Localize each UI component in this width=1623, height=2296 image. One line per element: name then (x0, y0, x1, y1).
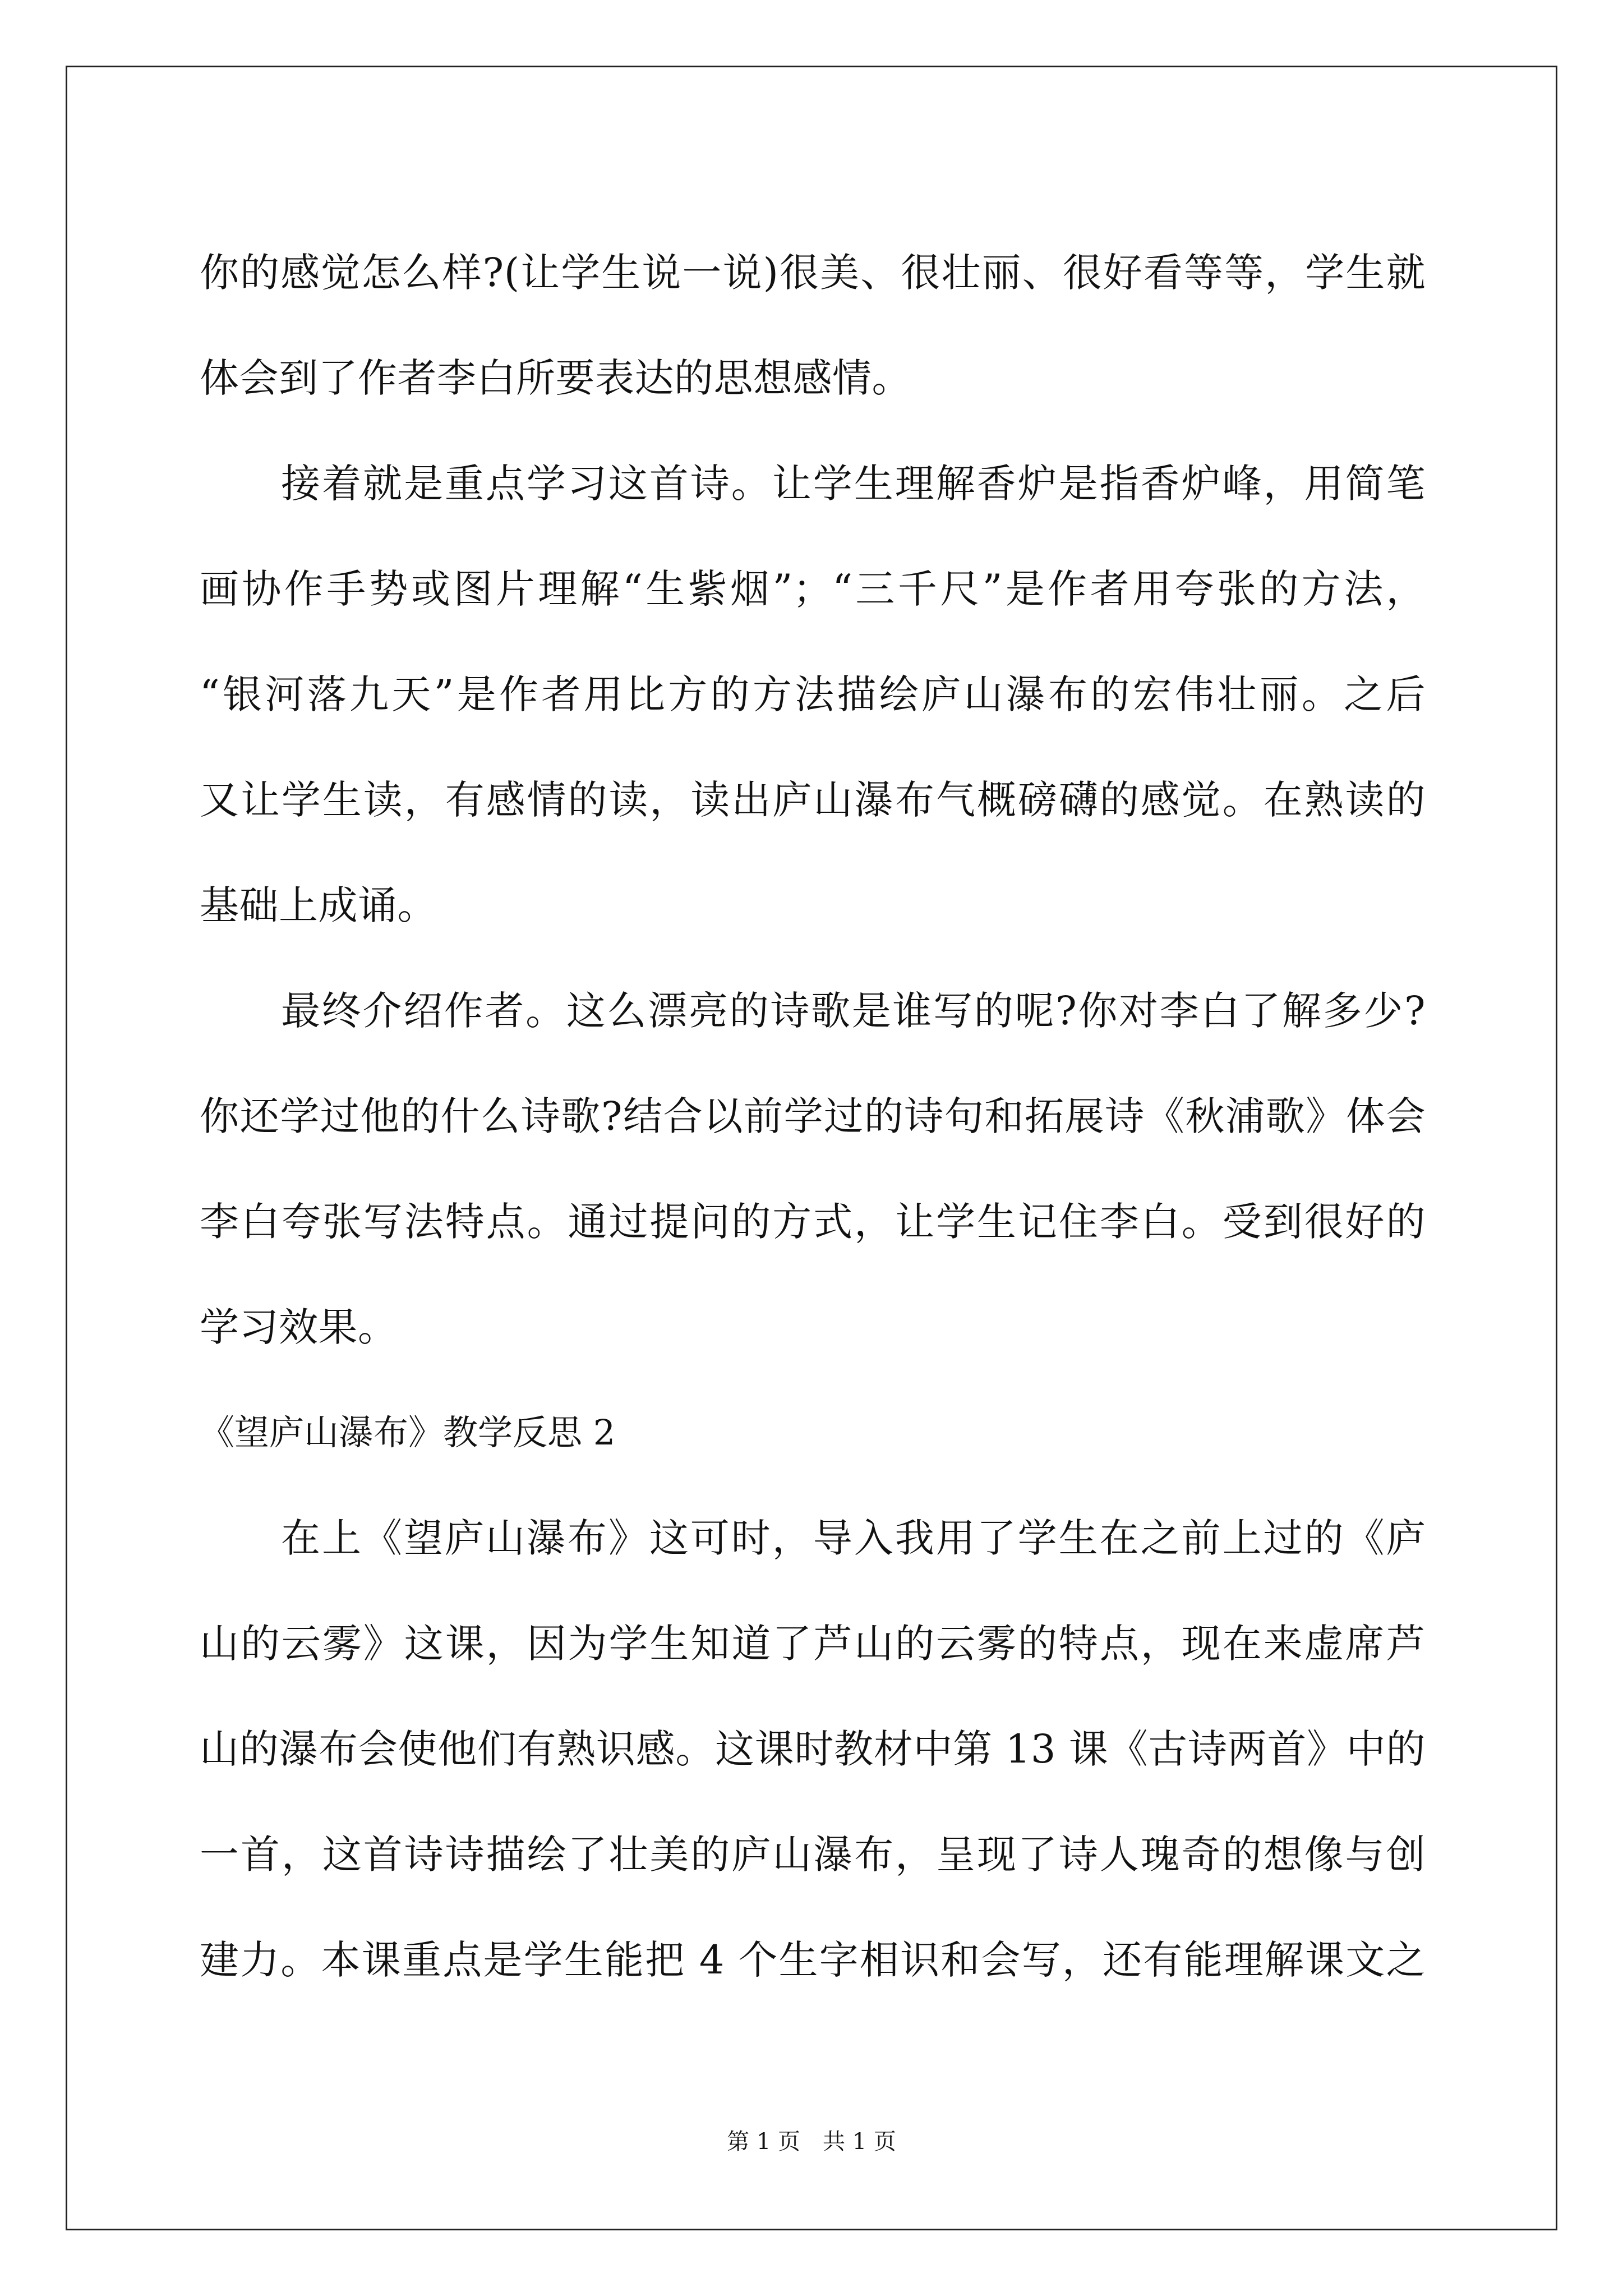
text-line: 学习效果。 (200, 1304, 398, 1350)
paragraph-first-line: 最终介绍作者。这么漂亮的诗歌是谁写的呢?你对李白了解多少? (281, 988, 1426, 1034)
text-line: 建力。本课重点是学生能把 4 个生字相识和会写，还有能理解课文之 (200, 1937, 1426, 1983)
text-line: 李白夸张写法特点。通过提问的方式，让学生记住李白。受到很好的 (200, 1199, 1426, 1245)
text-line: 你还学过他的什么诗歌?结合以前学过的诗句和拓展诗《秋浦歌》体会 (200, 1093, 1426, 1139)
text-line: 基础上成诵。 (200, 882, 437, 928)
paragraph-first-line: 接着就是重点学习这首诗。让学生理解香炉是指香炉峰，用简笔 (281, 461, 1426, 507)
text-line: 山的云雾》这课，因为学生知道了芦山的云雾的特点，现在来虚席芦 (200, 1621, 1426, 1667)
section-heading: 《望庐山瀑布》教学反思 2 (200, 1412, 616, 1453)
paragraph-first-line: 在上《望庐山瀑布》这可时，导入我用了学生在之前上过的《庐 (281, 1515, 1426, 1561)
text-line: 又让学生读，有感情的读，读出庐山瀑布气概磅礴的感觉。在熟读的 (200, 777, 1426, 823)
text-line: “银河落九天”是作者用比方的方法描绘庐山瀑布的宏伟壮丽。之后 (200, 671, 1426, 717)
page-footer: 第 1 页 共 1 页 (727, 2129, 896, 2155)
text-line: 山的瀑布会使他们有熟识感。这课时教材中第 13 课《古诗两首》中的 (200, 1726, 1426, 1772)
text-line: 体会到了作者李白所要表达的思想感情。 (200, 355, 911, 401)
text-line: 画协作手势或图片理解“生紫烟”；“三千尺”是作者用夸张的方法， (200, 566, 1426, 612)
text-line: 你的感觉怎么样?(让学生说一说)很美、很壮丽、很好看等等，学生就 (200, 250, 1426, 296)
document-body (200, 220, 1426, 2013)
text-line: 一首，这首诗诗描绘了壮美的庐山瀑布，呈现了诗人瑰奇的想像与创 (200, 1832, 1426, 1878)
